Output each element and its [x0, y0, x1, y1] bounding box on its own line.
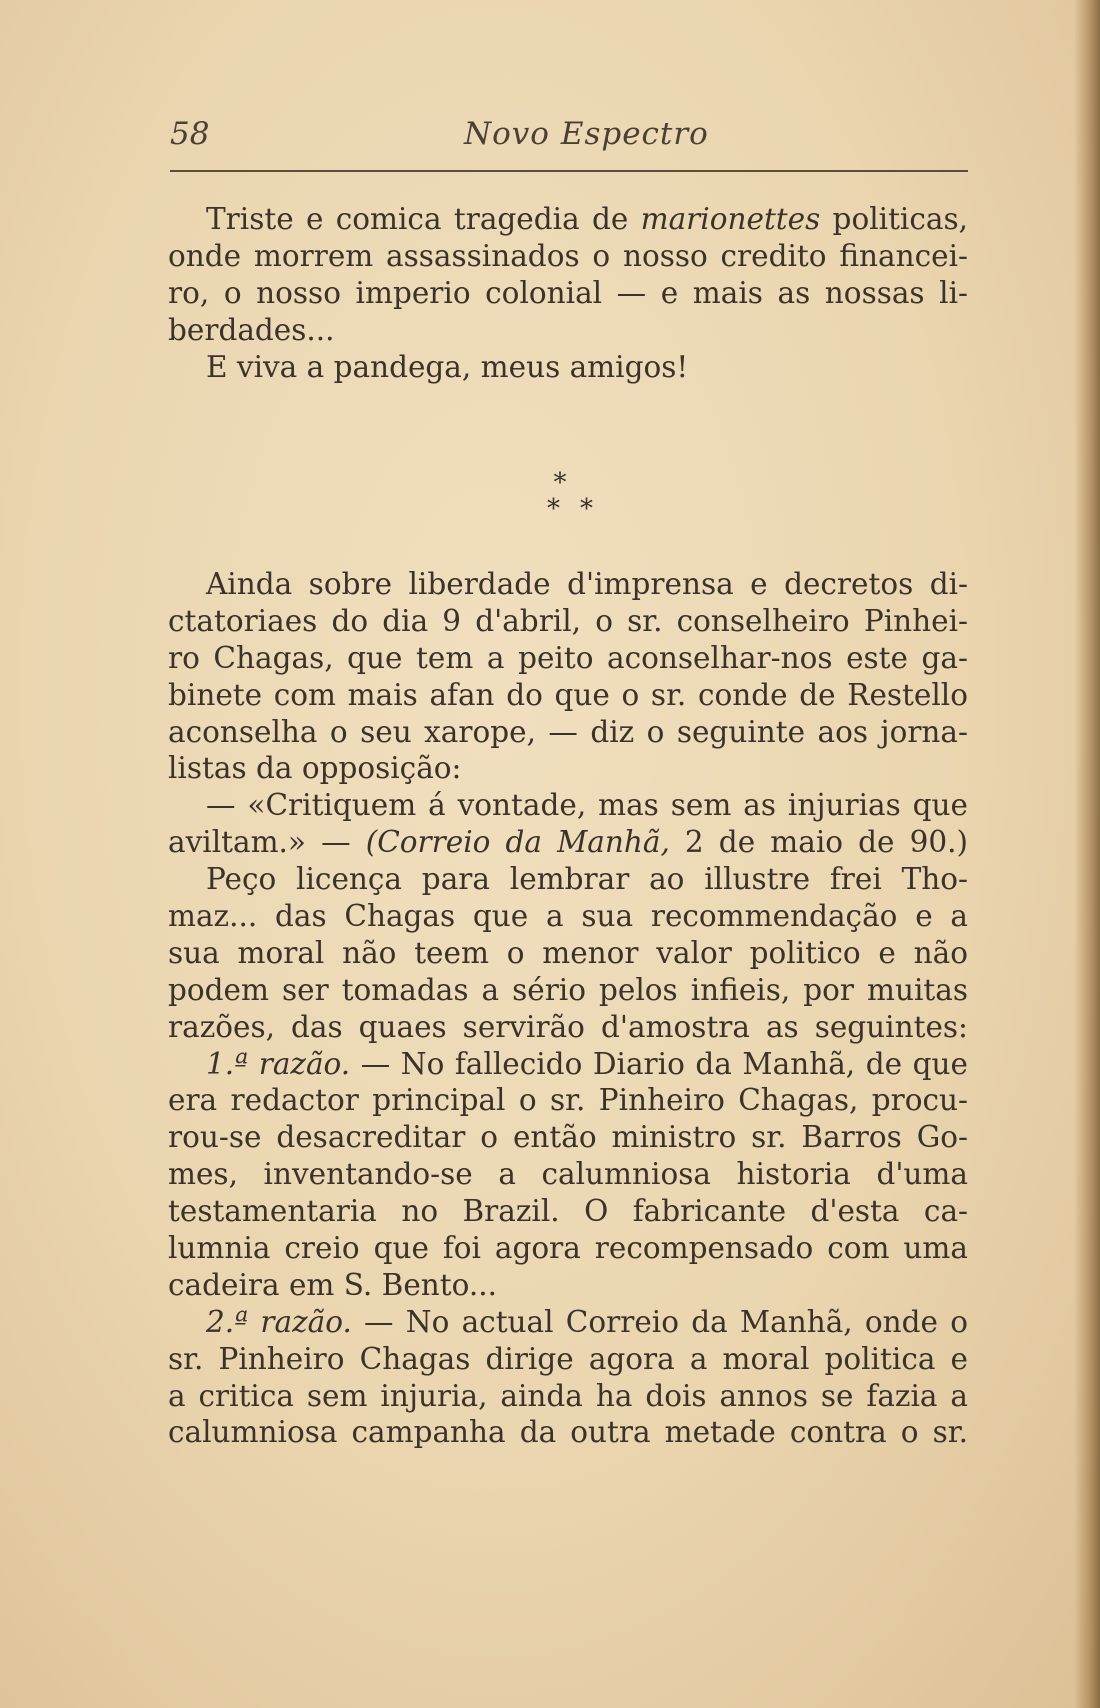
text-line [168, 972, 968, 1009]
text-line-main: ro Chagas, que tem a peito aconselhar-nos este ga- [168, 640, 968, 675]
text-line-main: razões, das quaes servirão d'amostra as seguintes: [168, 1009, 968, 1044]
text-line [168, 1156, 968, 1193]
text-line [168, 1119, 968, 1156]
text-line-main: calumniosa campanha da outra metade contra o sr. [168, 1415, 968, 1450]
text-line-main: berdades... [168, 312, 335, 347]
text-line-after: 2 de maio de 90.) [669, 825, 968, 860]
text-line [168, 787, 968, 824]
text-line-main: E viva a pandega, meus amigos! [206, 349, 689, 384]
text-line-main: listas da opposição: [168, 751, 462, 786]
text-line [168, 677, 968, 714]
asterism-bottom: ** [547, 494, 613, 524]
text-line-main: sua moral não teem o menor valor politico e não [168, 935, 968, 970]
text-line [168, 1341, 968, 1378]
asterism-top: * [553, 468, 567, 498]
text-line-main: ro, o nosso imperio colonial — e mais as nossas li- [168, 275, 968, 310]
text-line-italic: marionettes [640, 202, 821, 236]
text-line-main: ctatoriaes do dia 9 d'abril, o sr. conselheiro Pinhei- [168, 603, 968, 638]
text-line-main: aviltam.» — [168, 825, 366, 860]
paragraph-section-2 [168, 566, 968, 1451]
text-line-main: binete com mais afan do que o sr. conde de Restello [168, 677, 968, 712]
text-line-italic: 2.ª razão. [206, 1304, 352, 1339]
text-line [168, 1414, 968, 1451]
text-line [168, 898, 968, 935]
text-line [168, 201, 968, 238]
text-line-main: era redactor principal o sr. Pinheiro Chagas, procu- [168, 1083, 968, 1118]
text-line [168, 275, 968, 312]
text-line-italic: 1.ª razão. [206, 1046, 351, 1081]
text-line-after: — No fallecido Diario da Manhã, de que [350, 1046, 968, 1081]
text-line [168, 640, 968, 677]
text-line-main: mes, inventando-se a calumniosa historia d'uma [168, 1157, 968, 1192]
text-line-main: Triste e comica tragedia de [206, 202, 641, 236]
text-line-main: a critica sem injuria, ainda ha dois annos se fazia a [168, 1378, 968, 1413]
text-line [168, 1230, 968, 1267]
text-line-main: onde morrem assassinados o nosso credito financei- [168, 238, 968, 273]
text-line [168, 714, 968, 751]
text-line-main: aconselha o seu xarope, — diz o seguinte aos jorna- [168, 714, 968, 749]
text-line-italic: (Correio da Manhã, [365, 825, 670, 860]
text-line [168, 1193, 968, 1230]
text-line [168, 1046, 968, 1083]
text-line [168, 349, 968, 386]
text-line [168, 824, 968, 861]
page-number: 58 [170, 116, 210, 152]
page-header [170, 112, 970, 158]
text-line-main: testamentaria no Brazil. O fabricante d'esta ca- [168, 1194, 968, 1229]
header-rule [170, 170, 968, 172]
text-line-main: maz... das Chagas que a sua recommendação e a [168, 899, 968, 934]
text-line-main: Peço licença para lembrar ao illustre frei Tho- [206, 862, 968, 897]
text-line [168, 1378, 968, 1415]
text-line-main: sr. Pinheiro Chagas dirige agora a moral politica e [168, 1341, 968, 1376]
text-line [168, 1082, 968, 1119]
text-line [168, 861, 968, 898]
text-line [168, 312, 968, 349]
text-line-main: cadeira em S. Bento... [168, 1267, 498, 1302]
text-line [168, 750, 968, 787]
text-line [168, 1009, 968, 1046]
text-line-main: rou-se desacreditar o então ministro sr. Barros Go- [168, 1120, 968, 1155]
text-line-main: podem ser tomadas a sério pelos infieis, por muitas [168, 972, 968, 1007]
text-line-main: — «Critiquem á vontade, mas sem as injurias que [206, 788, 968, 823]
asterism-divider [500, 468, 620, 528]
text-line [168, 603, 968, 640]
running-title: Novo Espectro [464, 116, 709, 152]
text-line-main: Ainda sobre liberdade d'imprensa e decretos di- [206, 567, 968, 601]
paragraph-section-1 [168, 201, 968, 385]
text-line-main: lumnia creio que foi agora recompensado com uma [168, 1231, 968, 1266]
text-line [168, 935, 968, 972]
text-line [168, 238, 968, 275]
text-line-after: politicas, [820, 202, 968, 236]
text-line-after: — No actual Correio da Manhã, onde o [351, 1304, 968, 1339]
text-line [168, 1267, 968, 1304]
text-line [168, 566, 968, 603]
text-line [168, 1304, 968, 1341]
